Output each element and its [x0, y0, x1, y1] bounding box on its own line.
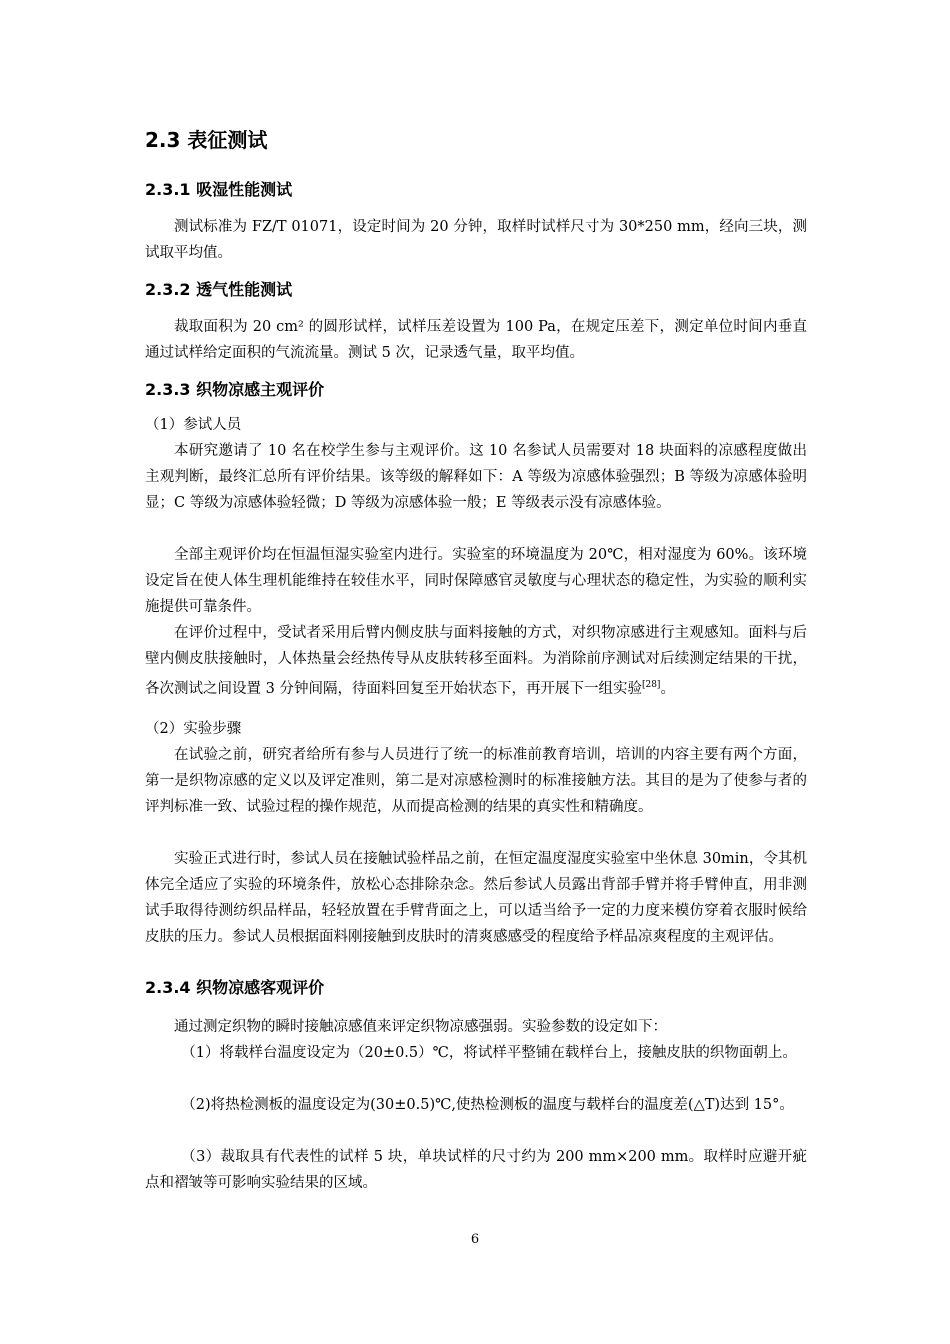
paragraph-evaluation-end: 。 [660, 680, 675, 697]
heading-2-3-4: 2.3.4 织物凉感客观评价 [145, 978, 325, 997]
subheading-participants: （1）参试人员 [145, 417, 242, 433]
citation-ref: [28] [641, 680, 661, 690]
list-item-1: （1）将载样台温度设定为（20±0.5）℃，将试样平整铺在载样台上，接触皮肤的织物面朝上。 [181, 1045, 797, 1061]
subheading-procedure: （2）实验步骤 [145, 721, 242, 737]
paragraph-environment: 全部主观评价均在恒温恒湿实验室内进行。实验室的环境温度为 20℃，相对湿度为 60%。该环境设定旨在使人体生理机能维持在较佳水平，同时保障感官灵敏度与心理状态的稳定性，为实验的顺利实施提供可靠条件。 [145, 547, 807, 615]
paragraph-objective-intro: 通过测定织物的瞬时接触凉感值来评定织物凉感强弱。实验参数的设定如下： [174, 1019, 667, 1035]
list-item-3: （3）裁取具有代表性的试样 5 块，单块试样的尺寸约为 200 mm×200 mm。取样时应避开疵点和褶皱等可影响实验结果的区域。 [145, 1149, 807, 1191]
paragraph-moisture-test: 测试标准为 FZ/T 01071，设定时间为 20 分钟，取样时试样尺寸为 30*250 mm，经向三块，测试取平均值。 [145, 219, 807, 261]
heading-2-3-2: 2.3.2 透气性能测试 [145, 280, 293, 299]
paragraph-permeability-test: 裁取面积为 20 cm² 的圆形试样，试样压差设置为 100 Pa，在规定压差下，测定单位时间内垂直通过试样给定面积的气流流量。测试 5 次，记录透气量，取平均值。 [145, 319, 807, 361]
paragraph-training: 在试验之前，研究者给所有参与人员进行了统一的标准前教育培训，培训的内容主要有两个方面，第一是织物凉感的定义以及评定准则，第二是对凉感检测时的标准接触方法。其目的是为了使参与者的评判标准一致、试验过程的操作规范，从而提高检测的结果的真实性和精确度。 [145, 747, 807, 815]
paragraph-participants: 本研究邀请了 10 名在校学生参与主观评价。这 10 名参试人员需要对 18 块面料的凉感程度做出主观判断，最终汇总所有评价结果。该等级的解释如下：A 等级为凉感体验强烈；B 等级为凉感体验明显；C 等级为凉感体验轻微；D 等级为凉感体验一般；E 等级表示没有凉感体验。 [145, 443, 807, 511]
section-title: 2.3 表征测试 [145, 128, 268, 152]
heading-2-3-3: 2.3.3 织物凉感主观评价 [145, 380, 325, 399]
paragraph-procedure: 实验正式进行时，参试人员在接触试验样品之前，在恒定温度湿度实验室中坐休息 30min，令其机体完全适应了实验的环境条件，放松心态排除杂念。然后参试人员露出背部手臂并将手臂伸直，用非测试手取得待测纺织品样品，轻轻放置在手臂背面之上，可以适当给予一定的力度来模仿穿着衣服时候给皮肤的压力。参试人员根据面料刚接触到皮肤时的清爽感感受的程度给予样品凉爽程度的主观评估。 [145, 851, 807, 945]
paragraph-evaluation-process [145, 620, 807, 702]
heading-2-3-1: 2.3.1 吸湿性能测试 [145, 180, 293, 199]
list-item-2: （2)将热检测板的温度设定为(30±0.5)℃,使热检测板的温度与载样台的温度差(△T)达到 15°。 [181, 1097, 794, 1113]
page-number: 6 [470, 1232, 480, 1247]
paragraph-evaluation-text: 在评价过程中，受试者采用后臂内侧皮肤与面料接触的方式，对织物凉感进行主观感知。面料与后壁内侧皮肤接触时，人体热量会经热传导从皮肤转移至面料。为消除前序测试对后续测定结果的干扰，各次测试之间设置 3 分钟间隔，待面料回复至开始状态下，再开展下一组实验 [145, 625, 807, 697]
